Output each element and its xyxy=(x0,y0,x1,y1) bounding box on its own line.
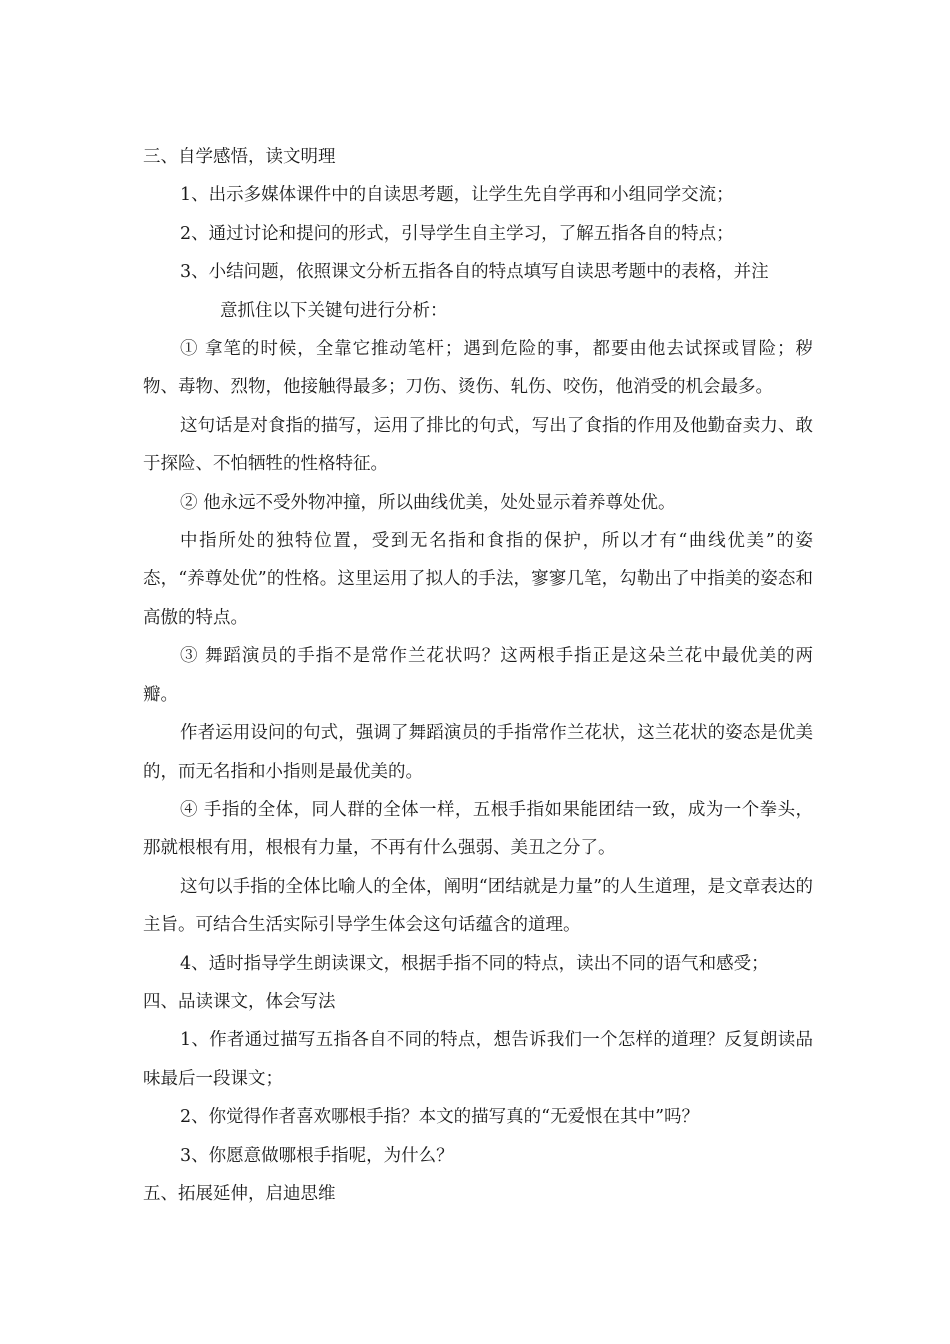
analysis-paragraph-4: 这句以手指的全体比喻人的全体，阐明“团结就是力量”的人生道理，是文章表达的主旨。可结合生活实际引导学生体会这句话蕴含的道理。 xyxy=(143,876,813,936)
analysis-paragraph-3: 作者运用设问的句式，强调了舞蹈演员的手指常作兰花状，这兰花状的姿态是优美的，而无名指和小指则是最优美的。 xyxy=(143,723,813,782)
quote-sentence-4: ④ 手指的全体，同人群的全体一样，五根手指如果能团结一致，成为一个拳头，那就根根有用，根根有力量，不再有什么强弱、美丑之分了。 xyxy=(143,799,813,859)
document-body xyxy=(143,138,813,1213)
quote-sentence-2: ② 他永远不受外物冲撞，所以曲线优美，处处显示着养尊处优。 xyxy=(180,492,676,513)
quote-sentence-3: ③ 舞蹈演员的手指不是常作兰花状吗？这两根手指正是这朵兰花中最优美的两瓣。 xyxy=(143,646,813,705)
paragraph-step-3-line-1: 3、小结问题，依照课文分析五指各自的特点填写自读思考题中的表格，并注 xyxy=(180,262,769,283)
section-heading-4: 四、品读课文，体会写法 xyxy=(143,991,336,1012)
paragraph-step-4: 4、适时指导学生朗读课文，根据手指不同的特点，读出不同的语气和感受； xyxy=(180,953,769,974)
paragraph-step-3 xyxy=(143,253,813,330)
section-heading-5: 五、拓展延伸，启迪思维 xyxy=(143,1183,336,1204)
question-1: 1、作者通过描写五指各自不同的特点，想告诉我们一个怎样的道理？反复朗读品味最后一段课文； xyxy=(143,1030,813,1089)
paragraph-step-3-line-2: 意抓住以下关键句进行分析： xyxy=(220,300,448,321)
paragraph-step-2: 2、通过讨论和提问的形式，引导学生自主学习，了解五指各自的特点； xyxy=(180,223,734,244)
section-heading-3: 三、自学感悟，读文明理 xyxy=(143,147,336,167)
paragraph-step-1: 1、出示多媒体课件中的自读思考题，让学生先自学再和小组同学交流； xyxy=(180,185,734,206)
analysis-paragraph-1: 这句话是对食指的描写，运用了排比的句式，写出了食指的作用及他勤奋卖力、敢于探险、不怕牺牲的性格特征。 xyxy=(143,415,813,475)
question-2: 2、你觉得作者喜欢哪根手指？本文的描写真的“无爱恨在其中”吗？ xyxy=(180,1107,700,1128)
quote-sentence-1: ① 拿笔的时候，全靠它推动笔杆；遇到危险的事，都要由他去试探或冒险；秽物、毒物、烈物，他接触得最多；刀伤、烫伤、轧伤、咬伤，他消受的机会最多。 xyxy=(143,339,813,398)
analysis-paragraph-2: 中指所处的独特位置，受到无名指和食指的保护，所以才有“曲线优美”的姿态，“养尊处优”的性格。这里运用了拟人的手法，寥寥几笔，勾勒出了中指美的姿态和高傲的特点。 xyxy=(143,531,813,628)
question-3: 3、你愿意做哪根手指呢，为什么？ xyxy=(180,1145,454,1166)
